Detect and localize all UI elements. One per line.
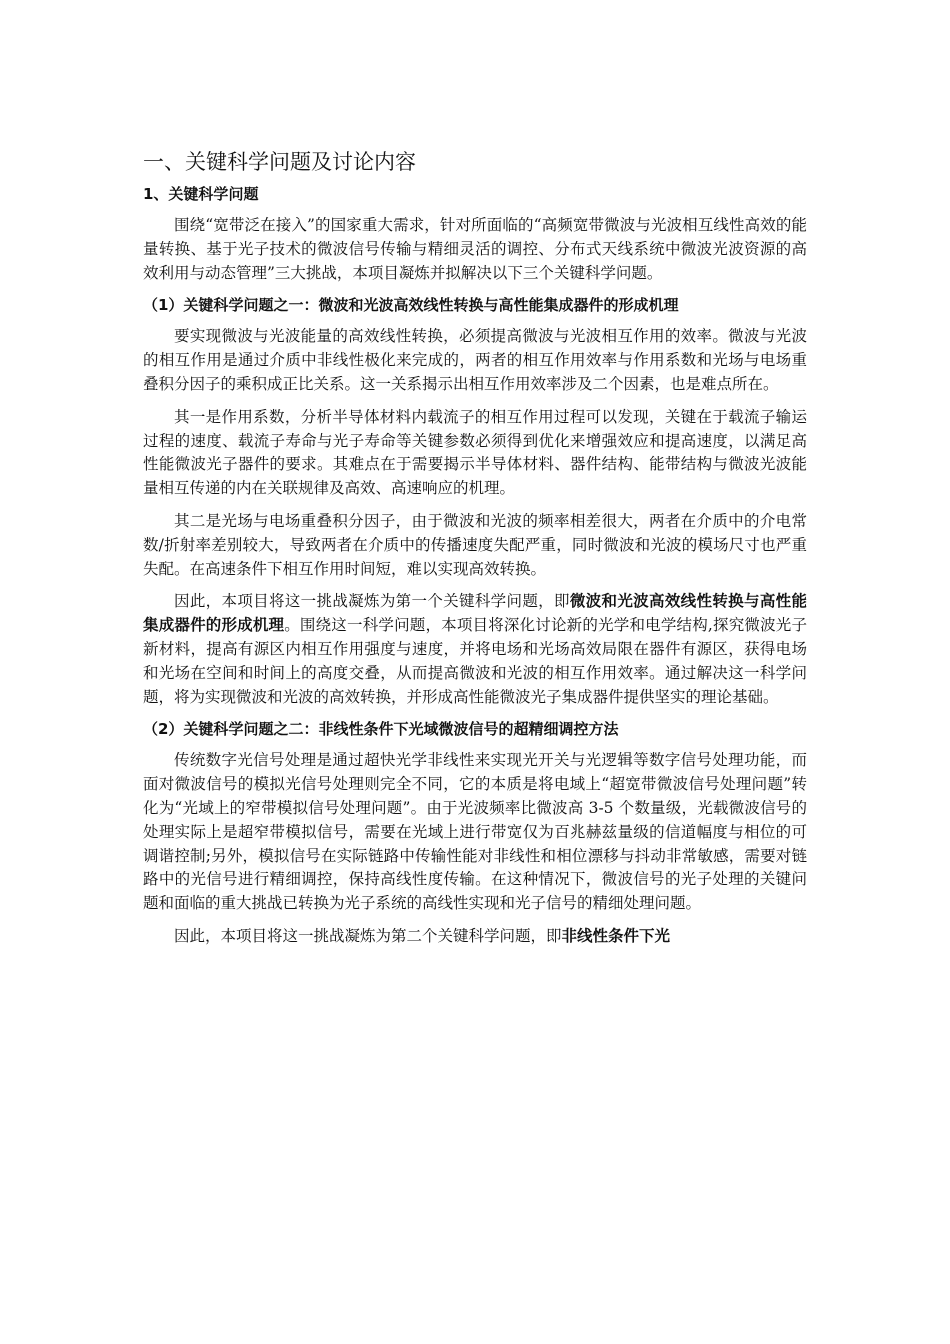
q1-paragraph-1: 要实现微波与光波能量的高效线性转换，必须提高微波与光波相互作用的效率。微波与光波的相互作用是通过介质中非线性极化来完成的，两者的相互作用效率与作用系数和光场与电场重叠积分因子的乘积成正比关系。这一关系揭示出相互作用效率涉及二个因素，也是难点所在。 [143, 327, 807, 393]
q1-paragraph-4 [143, 590, 807, 709]
q1-paragraph-3: 其二是光场与电场重叠积分因子，由于微波和光波的频率相差很大，两者在介质中的介电常数/折射率差别较大，导致两者在介质中的传播速度失配严重，同时微波和光波的模场尺寸也严重失配。在高速条件下相互作用时间短，难以实现高效转换。 [143, 511, 807, 578]
q2-paragraph-2 [143, 925, 807, 949]
question-2-heading: （2）关键科学问题之二：非线性条件下光域微波信号的超精细调控方法 [143, 720, 619, 739]
q2-paragraph-1: 传统数字光信号处理是通过超快光学非线性来实现光开关与光逻辑等数字信号处理功能，而面对微波信号的模拟光信号处理则完全不同，它的本质是将电域上“超宽带微波信号处理问题”转化为“光域上的窄带模拟信号处理问题”。由于光波频率比微波高 3-5 个数量级，光载微波信号的处理实际上是超窄带模拟信号，需要在光域上进行带宽仅为百兆赫兹量级的信道幅度与相位的可调谐控制;另外，模拟信号在实际链路中传输性能对非线性和相位漂移与抖动非常敏感，需要对链路中的光信号进行精细调控，保持高线性度传输。在这种情况下，微波信号的光子处理的关键问题和面临的重大挑战已转换为光子系统的高线性实现和光子信号的精细处理问题。 [143, 751, 807, 913]
question-1-heading: （1）关键科学问题之一：微波和光波高效线性转换与高性能集成器件的形成机理 [143, 296, 679, 315]
q2-p2-lead: 因此，本项目将这一挑战凝炼为第二个关键科学问题，即 [174, 926, 562, 945]
intro-paragraph: 围绕“宽带泛在接入”的国家重大需求，针对所面临的“高频宽带微波与光波相互线性高效的能量转换、基于光子技术的微波信号传输与精细灵活的调控、分布式天线系统中微波光波资源的高效利用与动态管理”三大挑战，本项目凝炼并拟解决以下三个关键科学问题。 [143, 216, 807, 282]
q2-p2-emphasis: 非线性条件下光 [561, 926, 671, 945]
subsection-heading: 1、关键科学问题 [143, 185, 259, 203]
section-heading: 一、关键科学问题及讨论内容 [143, 150, 416, 174]
q1-paragraph-2: 其一是作用系数，分析半导体材料内载流子的相互作用过程可以发现，关键在于载流子输运过程的速度、载流子寿命与光子寿命等关键参数必须得到优化来增强效应和提高速度，以满足高性能微波光子器件的要求。其难点在于需要揭示半导体材料、器件结构、能带结构与微波光波能量相互传递的内在关联规律及高效、高速响应的机理。 [143, 407, 807, 498]
q1-p4-rest: 。围绕这一科学问题，本项目将深化讨论新的光学和电学结构,探究微波光子新材料，提高有源区内相互作用强度与速度，并将电场和光场高效局限在器件有源区，获得电场和光场在空间和时间上的高度交叠，从而提高微波和光波的相互作用效率。通过解决这一科学问题，将为实现微波和光波的高效转换，并形成高性能微波光子集成器件提供坚实的理论基础。 [143, 616, 807, 706]
q1-p4-lead: 因此，本项目将这一挑战凝炼为第一个关键科学问题，即 [174, 592, 570, 611]
document-page [143, 148, 807, 958]
q1-p4-emphasis: 微波和光波高效线性转换与高性能集成器件的形成机理 [143, 592, 807, 635]
